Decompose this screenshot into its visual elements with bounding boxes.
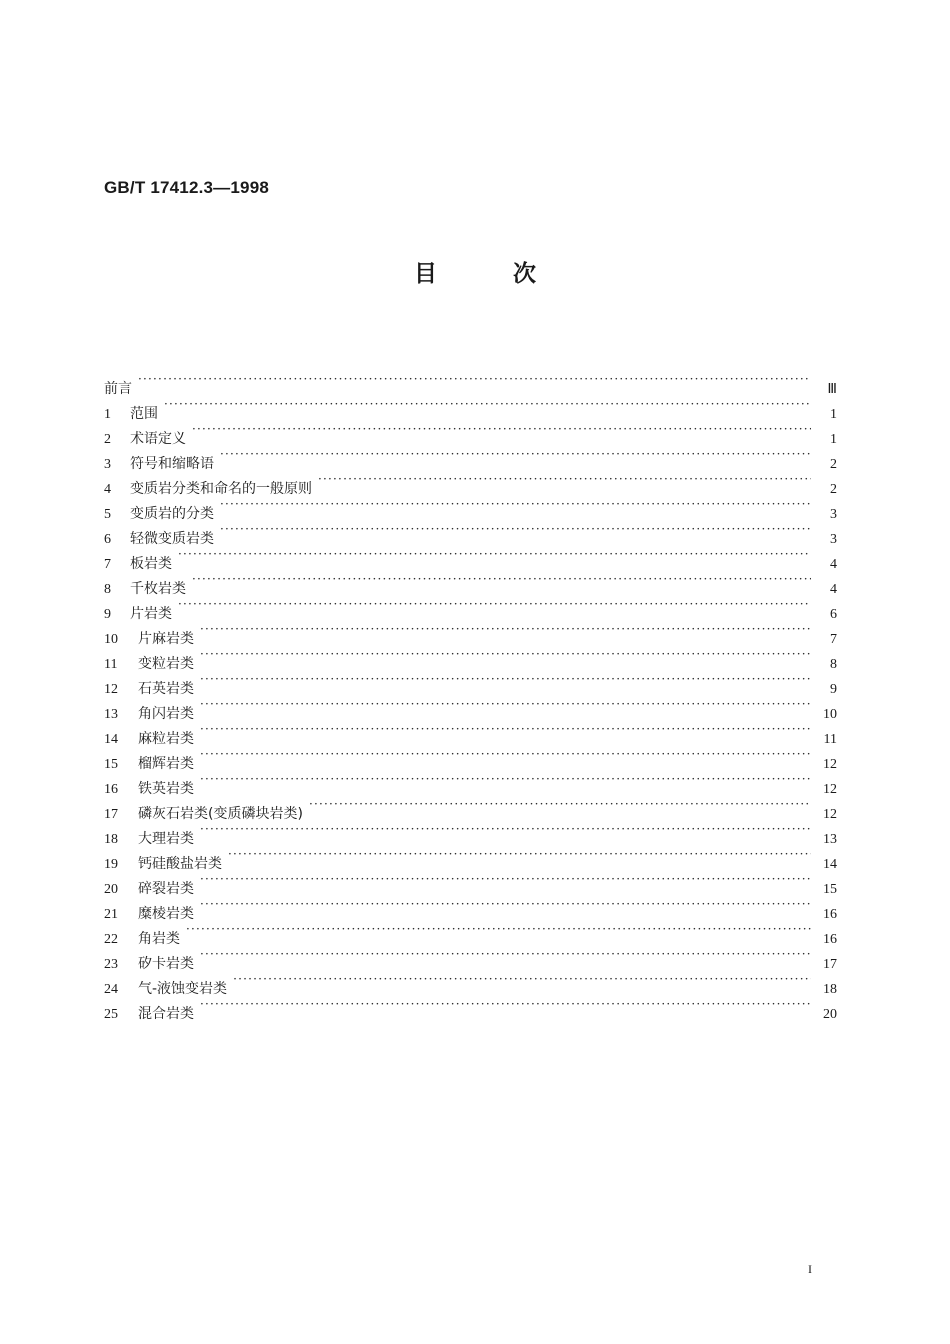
toc-entry-label: 符号和缩略语 xyxy=(130,456,214,472)
toc-entry[interactable] xyxy=(104,918,837,947)
toc-leader-dots xyxy=(200,743,811,768)
toc-entry[interactable] xyxy=(104,643,837,672)
toc-leader-dots xyxy=(178,593,811,618)
toc-entry-label: 气-液蚀变岩类 xyxy=(138,981,228,997)
toc-entry-page: 1 xyxy=(830,432,837,447)
toc-leader-dots xyxy=(233,968,811,993)
toc-entry[interactable] xyxy=(104,768,837,797)
toc-entry[interactable] xyxy=(104,593,837,622)
toc-entry-page: 9 xyxy=(830,682,837,697)
toc-leader-dots xyxy=(200,993,811,1018)
toc-entry-number: 23 xyxy=(104,957,118,972)
toc-entry[interactable] xyxy=(104,793,837,822)
toc-entry-number: 22 xyxy=(104,932,118,947)
toc-leader-dots xyxy=(220,518,811,543)
toc-entry-label: 钙硅酸盐岩类 xyxy=(138,856,222,872)
toc-entry-page: 6 xyxy=(830,607,837,622)
toc-entry-number: 25 xyxy=(104,1007,118,1022)
toc-entry-page: Ⅲ xyxy=(827,382,837,397)
toc-entry-page: 1 xyxy=(830,407,837,422)
toc-entry-label: 变质岩分类和命名的一般原则 xyxy=(130,481,312,497)
toc-entry-label: 千枚岩类 xyxy=(130,581,186,597)
toc-leader-dots xyxy=(186,918,811,943)
toc-entry-label: 麻粒岩类 xyxy=(138,731,194,747)
toc-entry[interactable] xyxy=(104,868,837,897)
toc-entry-page: 10 xyxy=(823,707,837,722)
toc-entry-number: 7 xyxy=(104,557,111,572)
toc-entry[interactable] xyxy=(104,393,837,422)
toc-entry[interactable] xyxy=(104,843,837,872)
toc-entry-page: 11 xyxy=(823,732,837,747)
toc-entry-label: 片岩类 xyxy=(130,606,172,622)
toc-entry-number: 21 xyxy=(104,907,118,922)
toc-entry[interactable] xyxy=(104,693,837,722)
toc-entry-page: 7 xyxy=(830,632,837,647)
toc-entry-page: 2 xyxy=(830,457,837,472)
toc-entry-label: 变粒岩类 xyxy=(138,656,194,672)
toc-entry-label: 糜棱岩类 xyxy=(138,906,194,922)
toc-entry-label: 矽卡岩类 xyxy=(138,956,194,972)
toc-leader-dots xyxy=(318,468,811,493)
toc-leader-dots xyxy=(220,443,811,468)
toc-entry[interactable] xyxy=(104,743,837,772)
toc-entry-page: 15 xyxy=(823,882,837,897)
toc-entry-label: 榴辉岩类 xyxy=(138,756,194,772)
toc-entry-label: 混合岩类 xyxy=(138,1006,194,1022)
toc-entry-label: 轻微变质岩类 xyxy=(130,531,214,547)
toc-entry-label: 大理岩类 xyxy=(138,831,194,847)
toc-entry-number: 16 xyxy=(104,782,118,797)
toc-entry-page: 3 xyxy=(830,507,837,522)
toc-entry-number: 17 xyxy=(104,807,118,822)
toc-entry-number: 3 xyxy=(104,457,111,472)
page-title: 目次 xyxy=(414,261,612,287)
toc-entry-label: 术语定义 xyxy=(130,431,186,447)
toc-entry-page: 3 xyxy=(830,532,837,547)
toc-leader-dots xyxy=(200,818,811,843)
toc-entry-number: 15 xyxy=(104,757,118,772)
toc-leader-dots xyxy=(200,718,811,743)
toc-entry-label: 角岩类 xyxy=(138,931,180,947)
toc-entry-label: 变质岩的分类 xyxy=(130,506,214,522)
toc-leader-dots xyxy=(164,393,811,418)
toc-entry-label: 碎裂岩类 xyxy=(138,881,194,897)
toc-entry-page: 16 xyxy=(823,932,837,947)
toc-entry-number: 8 xyxy=(104,582,111,597)
toc-leader-dots xyxy=(200,943,811,968)
toc-leader-dots xyxy=(200,893,811,918)
toc-entry-label: 板岩类 xyxy=(130,556,172,572)
toc-entry-number: 10 xyxy=(104,632,118,647)
table-of-contents xyxy=(104,368,837,1022)
toc-entry-page: 18 xyxy=(823,982,837,997)
toc-entry-page: 16 xyxy=(823,907,837,922)
toc-entry[interactable] xyxy=(104,618,837,647)
toc-entry-label: 片麻岩类 xyxy=(138,631,194,647)
toc-entry[interactable] xyxy=(104,368,837,397)
toc-entry[interactable] xyxy=(104,568,837,597)
toc-entry-number: 14 xyxy=(104,732,118,747)
toc-leader-dots xyxy=(200,768,811,793)
toc-entry-number: 18 xyxy=(104,832,118,847)
toc-leader-dots xyxy=(200,868,811,893)
toc-entry-number: 5 xyxy=(104,507,111,522)
toc-leader-dots xyxy=(228,843,811,868)
toc-entry-page: 2 xyxy=(830,482,837,497)
toc-entry-page: 13 xyxy=(823,832,837,847)
toc-entry-label: 范围 xyxy=(130,406,158,422)
toc-leader-dots xyxy=(192,568,811,593)
toc-entry-label: 前言 xyxy=(104,381,132,397)
toc-entry-number: 12 xyxy=(104,682,118,697)
toc-entry[interactable] xyxy=(104,893,837,922)
toc-entry[interactable] xyxy=(104,718,837,747)
toc-entry-number: 24 xyxy=(104,982,118,997)
toc-entry-number: 4 xyxy=(104,482,111,497)
toc-leader-dots xyxy=(178,543,811,568)
toc-leader-dots xyxy=(200,618,811,643)
toc-leader-dots xyxy=(200,693,811,718)
toc-entry-page: 12 xyxy=(823,782,837,797)
page-number: I xyxy=(808,1262,812,1276)
toc-leader-dots xyxy=(138,368,811,393)
toc-entry[interactable] xyxy=(104,993,837,1022)
toc-leader-dots xyxy=(220,493,811,518)
toc-entry-label: 铁英岩类 xyxy=(138,781,194,797)
toc-entry[interactable] xyxy=(104,668,837,697)
toc-entry-number: 20 xyxy=(104,882,118,897)
toc-entry-number: 9 xyxy=(104,607,111,622)
toc-entry[interactable] xyxy=(104,443,837,472)
toc-entry[interactable] xyxy=(104,543,837,572)
toc-entry-page: 8 xyxy=(830,657,837,672)
toc-entry[interactable] xyxy=(104,418,837,447)
toc-entry-page: 17 xyxy=(823,957,837,972)
toc-leader-dots xyxy=(200,643,811,668)
toc-entry-page: 14 xyxy=(823,857,837,872)
toc-entry-number: 2 xyxy=(104,432,111,447)
toc-entry[interactable] xyxy=(104,968,837,997)
toc-entry-label: 角闪岩类 xyxy=(138,706,194,722)
toc-entry-label: 磷灰石岩类(变质磷块岩类) xyxy=(138,806,303,822)
toc-entry-page: 4 xyxy=(830,557,837,572)
toc-entry-label: 石英岩类 xyxy=(138,681,194,697)
standard-number: GB/T 17412.3—1998 xyxy=(104,178,269,197)
toc-entry[interactable] xyxy=(104,818,837,847)
toc-entry-number: 6 xyxy=(104,532,111,547)
toc-leader-dots xyxy=(200,668,811,693)
toc-leader-dots xyxy=(309,793,811,818)
toc-entry-number: 11 xyxy=(104,657,118,672)
toc-entry-page: 12 xyxy=(823,757,837,772)
toc-entry-number: 1 xyxy=(104,407,111,422)
toc-entry-page: 12 xyxy=(823,807,837,822)
toc-entry-number: 19 xyxy=(104,857,118,872)
toc-leader-dots xyxy=(192,418,811,443)
toc-entry-page: 20 xyxy=(823,1007,837,1022)
toc-entry[interactable] xyxy=(104,943,837,972)
toc-entry-page: 4 xyxy=(830,582,837,597)
toc-entry-number: 13 xyxy=(104,707,118,722)
